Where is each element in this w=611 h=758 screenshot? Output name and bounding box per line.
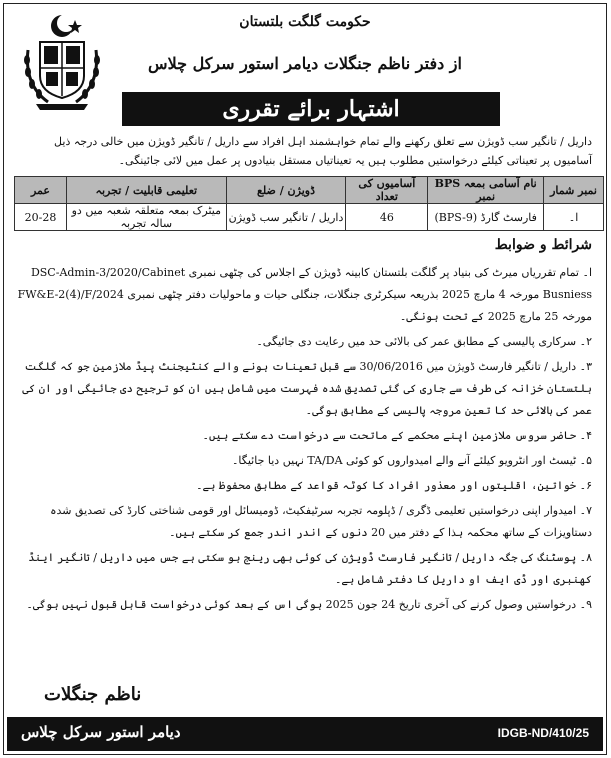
reference-number: IDGB-ND/410/25: [497, 726, 589, 740]
government-title: حکومت گلگت بلتستان: [239, 14, 371, 30]
cell-serial: ا۔: [544, 204, 604, 231]
office-title: از دفتر ناظم جنگلات دیامر استور سرکل چلاس: [148, 54, 462, 73]
cell-qualification: میٹرک بمعہ متعلقہ شعبہ میں دو سالہ تجربہ: [66, 204, 226, 231]
footer-signature: دیامر استور سرکل چلاس: [21, 723, 181, 741]
condition-item: ۴۔ حاضر سروس ملازمین اپنے محکمے کے ماتحت سے درخواست دے سکتے ہیں۔: [202, 429, 592, 442]
table-header-row: [15, 177, 604, 204]
condition-item: ۹۔ درخواستیں وصول کرنے کی آخری تاریخ 24 جون 2025 ہوگی اس کے بعد کوئی درخواست قابل قبول نہیں ہوگی۔: [26, 598, 592, 611]
cell-post: فارسٹ گارڈ (BPS-9): [428, 204, 544, 231]
advertisement-banner: اشتہار برائے تقرری: [122, 92, 500, 126]
intro-paragraph: داریل / تانگیر سب ڈویژن سے تعلق رکھنے والے تمام خواہشمند اہل افراد سے داریل / تانگیر ڈویژن میں خالی درجہ ذیل آسامیوں پر تعیناتی کیلئے درخواستیں مطلوب ہیں یہ تعیناتیاں مستقل بنیادوں پر عمل میں لائی جائینگی۔: [54, 135, 592, 167]
conditions-title: شرائط و ضوابط: [494, 237, 592, 253]
gilgit-baltistan-emblem: [18, 10, 106, 114]
conditions-list: [16, 262, 592, 619]
vacancy-table: [14, 176, 604, 231]
footer-bar: [7, 717, 603, 751]
table-row: [15, 204, 604, 231]
cell-count: 46: [346, 204, 428, 231]
cell-division: داریل / تانگیر سب ڈویژن: [226, 204, 346, 231]
advertisement: [3, 3, 607, 755]
col-header-qualification: تعلیمی قابلیت / تجربہ: [66, 177, 226, 204]
condition-item: ۳۔ داریل / تانگیر فارسٹ ڈویژن میں 30/06/2016 سے قبل تعینات ہونے والے کنٹیجنٹ پیڈ ملازمین جو کہ گلگت بلتستان خزانہ کی طرف سے جاری کی گئی تصدیق شدہ فہرست میں شامل ہیں ان کو ترجیح دی جائیگی اور ان کی عمر کی بالائی حد کا تعین مروجہ پالیسی کے مطابق ہوگی۔: [22, 360, 592, 417]
condition-item: ۸۔ پوسٹنگ کی جگہ داریل / تانگیر فارسٹ ڈویژن کی کوئی بھی رینج ہو سکتی ہے جس میں داریل / تانگیر اینڈ کھنبری اور ڈی ایف او داریل کا دفتر شامل ہے۔: [28, 551, 592, 586]
col-header-division: ڈویژن / ضلع: [226, 177, 346, 204]
condition-item: ۷۔ امیدوار اپنی درخواستیں تعلیمی ڈگری / ڈپلومہ تجربہ سرٹیفکیٹ، ڈومیسائل اور قومی شناختی کارڈ کی تصدیق شدہ دستاویزات کے ساتھ محکمہ ہذا کے دفتر میں 20 دنوں کے اندر اندر جمع کر سکتے ہیں۔: [50, 504, 592, 539]
condition-item: ۶۔ خواتین، اقلیتوں اور معذور افراد کا کوٹہ قواعد کے مطابق محفوظ ہے۔: [196, 479, 592, 492]
cell-age: 20-28: [15, 204, 67, 231]
col-header-serial: نمبر شمار: [544, 177, 604, 204]
col-header-count: آسامیوں کی تعداد: [346, 177, 428, 204]
signature-title: ناظم جنگلات: [44, 684, 142, 705]
condition-item: ا۔ تمام تقرریاں میرٹ کی بنیاد پر گلگت بلتستان کابینہ ڈویژن کے اجلاس کی چٹھی نمبری DSC-Admin-3/2020/Cabinet Busniess مورخہ 4 مارچ 2025 بذریعہ سیکرٹری جنگلات، جنگلی حیات و ماحولیات دفتر چٹھی نمبری FW&E-2(4)/F/2024 مورخہ 25 مارچ 2025 کے تحت ہونگی۔: [17, 266, 592, 323]
condition-item: ۲۔ سرکاری پالیسی کے مطابق عمر کی بالائی حد میں رعایت دی جائیگی۔: [256, 335, 592, 348]
col-header-post: نام آسامی بمعہ BPS نمبر: [428, 177, 544, 204]
condition-item: ۵۔ ٹیسٹ اور انٹرویو کیلئے آنے والے امیدواروں کو کوئی TA/DA نہیں دیا جائیگا۔: [231, 454, 592, 467]
col-header-age: عمر: [15, 177, 67, 204]
